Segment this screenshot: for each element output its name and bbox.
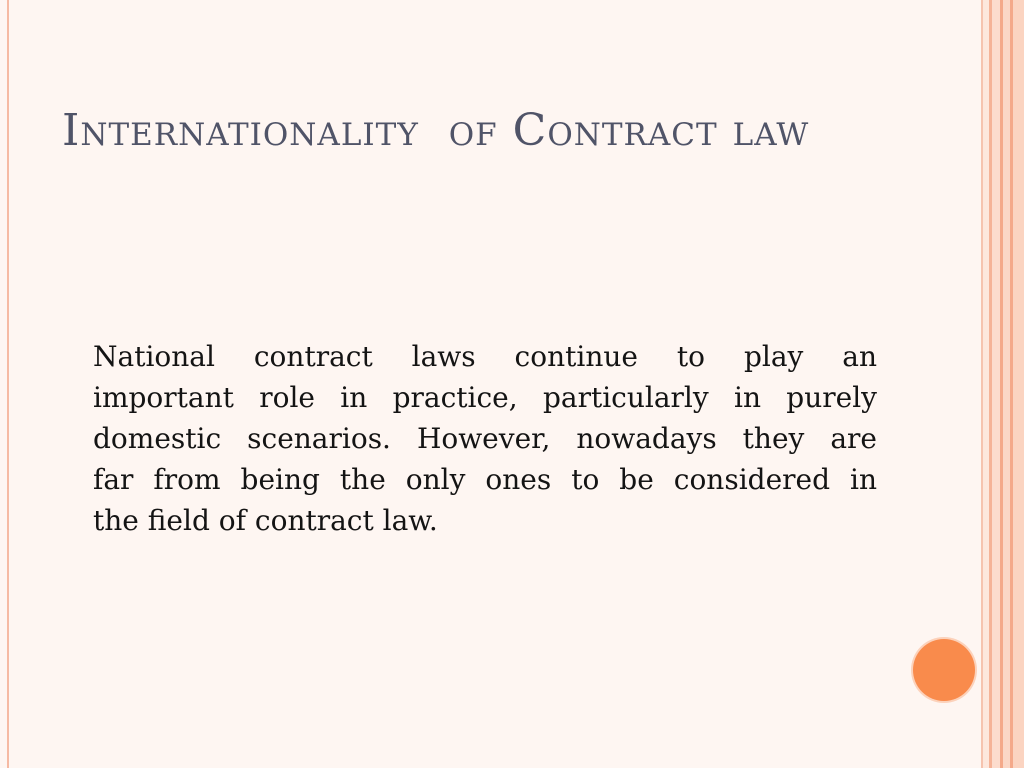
- body-line: National contract laws continue to play an: [93, 340, 877, 373]
- left-border-rule: [7, 0, 9, 768]
- body-paragraph: [93, 336, 877, 541]
- body-line: domestic scenarios. However, nowadays they are: [93, 422, 877, 455]
- body-line: the field of contract law.: [93, 504, 438, 537]
- body-line: important role in practice, particularly in purely: [93, 381, 877, 414]
- accent-circle: [913, 639, 975, 701]
- right-stripe-band: [981, 0, 1024, 768]
- slide-title: Internationality of Contract law: [62, 105, 810, 156]
- body-line: far from being the only ones to be considered in: [93, 463, 877, 496]
